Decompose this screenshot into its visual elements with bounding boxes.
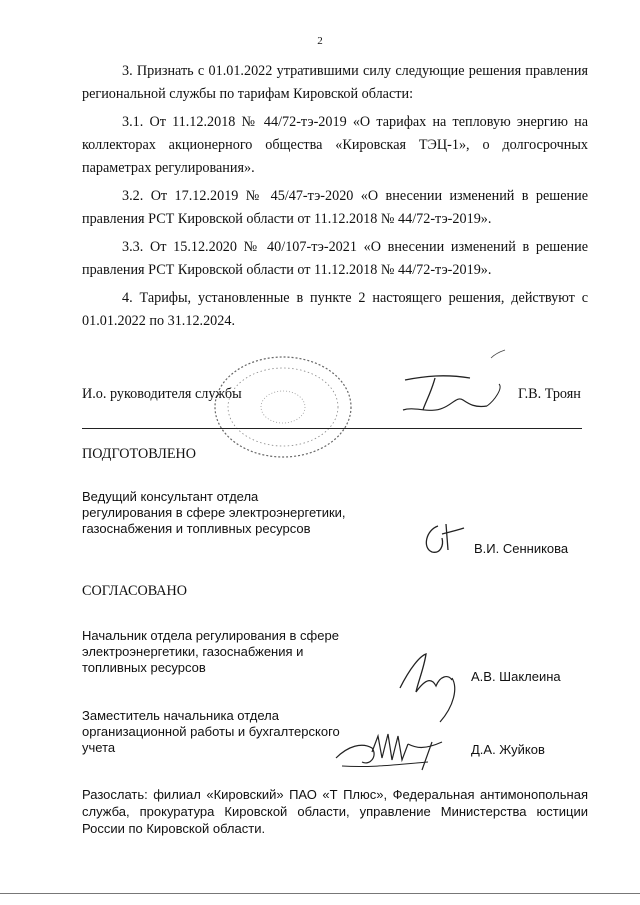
separator-line	[82, 428, 582, 429]
agreed-role-1: Начальник отдела регулирования в сфере электроэнергетики, газоснабжения и топливных ресурсов	[82, 628, 339, 675]
footer-line	[0, 893, 640, 894]
prepared-role: Ведущий консультант отдела регулирования в сфере электроэнергетики, газоснабжения и топливных ресурсов	[82, 489, 346, 536]
decision-body	[82, 60, 588, 338]
prepared-heading: ПОДГОТОВЛЕНО	[82, 446, 196, 462]
paragraph-3-1: 3.1. От 11.12.2018 № 44/72-тэ-2019 «О тарифах на тепловую энергию на коллекторах акционерного общества «Кировская ТЭЦ-1», о долгосрочных параметрах регулирования».	[82, 114, 588, 176]
paragraph-3-2: 3.2. От 17.12.2019 № 45/47-тэ-2020 «О внесении изменений в решение правления РСТ Кировской области от 11.12.2018 № 44/72-тэ-2019».	[82, 188, 588, 227]
prepared-name: В.И. Сенникова	[474, 541, 569, 556]
signature-sennikova-icon	[418, 520, 468, 560]
paragraph-3: 3. Признать с 01.01.2022 утратившими силу следующие решения правления региональной службы по тарифам Кировской области:	[82, 63, 588, 102]
agreed-role-2: Заместитель начальника отдела организационной работы и бухгалтерского учета	[82, 708, 340, 755]
paragraph-4: 4. Тарифы, установленные в пункте 2 настоящего решения, действуют с 01.01.2022 по 31.12.2024.	[82, 290, 588, 329]
signature-troyan-icon	[395, 348, 515, 423]
official-stamp	[208, 352, 358, 462]
agreed-name-2: Д.А. Жуйков	[471, 742, 545, 757]
distribution-list: Разослать: филиал «Кировский» ПАО «Т Плюс», Федеральная антимонопольная служба, прокуратура Кировской области, управление Министерства юстиции России по Кировской области.	[82, 787, 588, 836]
agreed-name-1: А.В. Шаклеина	[471, 669, 561, 684]
paragraph-3-3: 3.3. От 15.12.2020 № 40/107-тэ-2021 «О внесении изменений в решение правления РСТ Кировской области от 11.12.2018 № 44/72-тэ-2019».	[82, 239, 588, 278]
signatory-name: Г.В. Троян	[518, 386, 581, 402]
agreed-heading: СОГЛАСОВАНО	[82, 583, 188, 599]
page-number: 2	[317, 35, 323, 47]
signature-zhuikov-icon	[332, 722, 452, 777]
signature-shakleina-icon	[396, 648, 466, 728]
signatory-title: И.о. руководителя службы	[82, 386, 242, 402]
